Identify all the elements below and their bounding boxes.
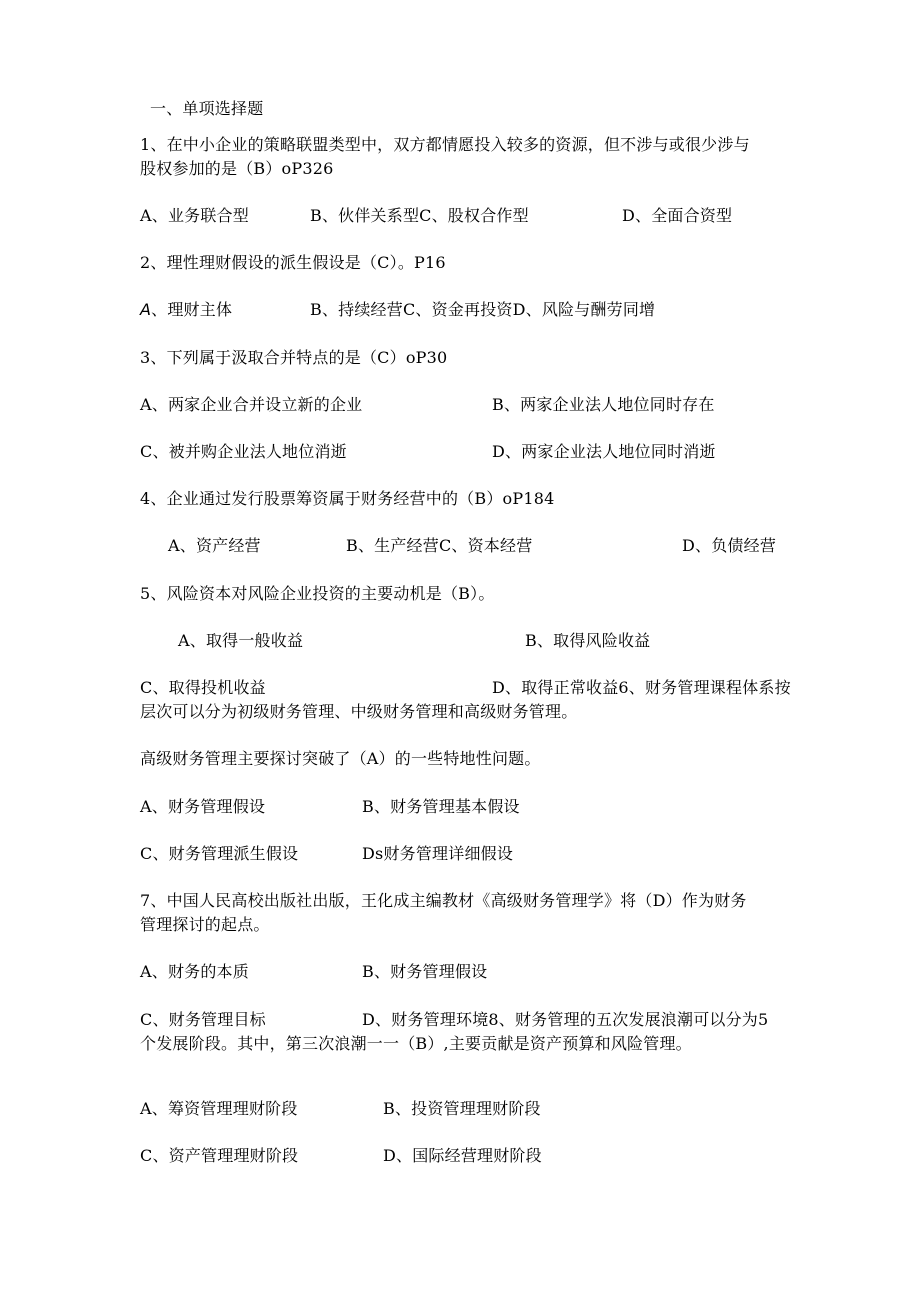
question-2-line-1: 2、理性理财假设的派生假设是（C）。P16	[140, 253, 446, 272]
question-8-option-c: C、资产管理理财阶段	[140, 1146, 299, 1165]
question-6-option-b: B、财务管理基本假设	[362, 797, 520, 816]
option-a-text: 、理财主体	[151, 300, 233, 319]
question-3-option-b: B、两家企业法人地位同时存在	[492, 395, 715, 414]
question-2-option-a	[140, 299, 232, 321]
question-8-option-d: D、国际经营理财阶段	[383, 1146, 542, 1165]
question-3-line-1: 3、下列属于汲取合并特点的是（C）oP30	[140, 348, 448, 367]
question-1-line-1: 1、在中小企业的策略联盟类型中，双方都情愿投入较多的资源，但不涉与或很少涉与	[140, 135, 750, 154]
question-1-line-2: 股权参加的是（B）oP326	[140, 159, 334, 178]
question-4-option-b-c: B、生产经营C、资本经营	[346, 536, 533, 555]
question-7-option-d-question-8: D、财务管理环境8、财务管理的五次发展浪潮可以分为5	[362, 1010, 769, 1029]
question-8-option-a: A、筹资管理理财阶段	[140, 1099, 298, 1118]
question-6-option-c: C、财务管理派生假设	[140, 844, 299, 863]
question-6-option-d: Ds财务管理详细假设	[362, 844, 514, 863]
question-5-option-d-question-6: D、取得正常收益6、财务管理课程体系按	[492, 678, 791, 697]
question-7-line-2: 管理探讨的起点。	[140, 915, 270, 934]
question-6-line-3: 高级财务管理主要探讨突破了（A）的一些特地性问题。	[140, 749, 541, 768]
question-5-option-c: C、取得投机收益	[140, 678, 266, 697]
question-5-line-1: 5、风险资本对风险企业投资的主要动机是（B）。	[140, 584, 495, 603]
question-3-option-a: A、两家企业合并设立新的企业	[140, 395, 363, 414]
question-1-option-b-c: B、伙伴关系型C、股权合作型	[310, 206, 529, 225]
question-6-line-2: 层次可以分为初级财务管理、中级财务管理和高级财务管理。	[140, 702, 578, 721]
question-5-option-a: A、取得一般收益	[178, 631, 304, 650]
question-1-option-d: D、全面合资型	[622, 206, 733, 225]
question-4-option-d: D、负债经营	[682, 536, 777, 555]
question-3-option-c: C、被并购企业法人地位消逝	[140, 442, 347, 461]
question-7-option-c: C、财务管理目标	[140, 1010, 266, 1029]
question-4-option-a: A、资产经营	[168, 536, 261, 555]
option-letter-a: A	[140, 300, 152, 319]
question-7-option-b: B、财务管理假设	[362, 962, 488, 981]
question-7-line-1: 7、中国人民高校出版社出版，王化成主编教材《高级财务管理学》将（D）作为财务	[140, 891, 747, 910]
question-1-option-a: A、业务联合型	[140, 206, 249, 225]
question-8-option-b: B、投资管理理财阶段	[383, 1099, 541, 1118]
question-4-line-1: 4、企业通过发行股票筹资属于财务经营中的（B）oP184	[140, 489, 555, 508]
question-7-option-a: A、财务的本质	[140, 962, 249, 981]
question-3-option-d: D、两家企业法人地位同时消逝	[492, 442, 716, 461]
question-5-option-b: B、取得风险收益	[525, 631, 651, 650]
question-6-option-a: A、财务管理假设	[140, 797, 266, 816]
question-2-option-b-c-d: B、持续经营C、资金再投资D、风险与酬劳同增	[310, 300, 656, 319]
question-8-line-2: 个发展阶段。其中，第三次浪潮一一（B）,主要贡献是资产预算和风险管理。	[140, 1034, 692, 1053]
section-title: 一、单项选择题	[150, 99, 264, 118]
